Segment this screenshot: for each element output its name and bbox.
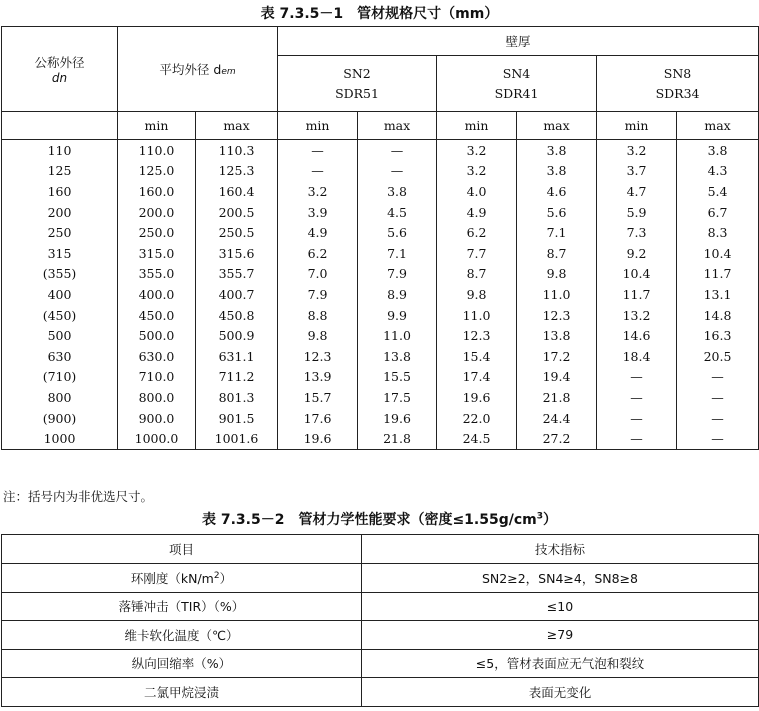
nominal-diameter-cell: 1000: [2, 428, 118, 449]
table-row: [2, 621, 759, 650]
max-header: max: [358, 112, 437, 140]
table-row: [2, 264, 759, 285]
value-cell: 19.6: [278, 428, 358, 449]
value-cell: 11.0: [358, 325, 437, 346]
value-cell: 355.7: [196, 264, 278, 285]
value-cell: 17.6: [278, 408, 358, 429]
value-cell: —: [358, 161, 437, 182]
max-header: max: [196, 112, 278, 140]
value-cell: 3.2: [437, 161, 517, 182]
value-cell: 11.0: [437, 305, 517, 326]
value-cell: 17.2: [517, 346, 597, 367]
spec-cell: SN2≥2，SN4≥4，SN8≥8: [362, 564, 759, 593]
value-cell: 4.9: [437, 202, 517, 223]
value-cell: 15.5: [358, 367, 437, 388]
value-cell: 110.3: [196, 140, 278, 161]
nominal-diameter-cell: 500: [2, 325, 118, 346]
sn2-header: SN2 SDR51: [278, 56, 437, 112]
table-row: [2, 222, 759, 243]
value-cell: 11.0: [517, 284, 597, 305]
value-cell: 8.7: [517, 243, 597, 264]
nominal-diameter-cell: 200: [2, 202, 118, 223]
value-cell: 6.2: [278, 243, 358, 264]
value-cell: 5.9: [597, 202, 677, 223]
value-cell: 4.0: [437, 181, 517, 202]
nominal-diameter-cell: 160: [2, 181, 118, 202]
value-cell: 14.6: [597, 325, 677, 346]
value-cell: 5.4: [677, 181, 759, 202]
value-cell: 18.4: [597, 346, 677, 367]
nominal-diameter-cell: 125: [2, 161, 118, 182]
item-cell: 维卡软化温度（℃）: [2, 621, 362, 650]
value-cell: 15.7: [278, 387, 358, 408]
table-row: [2, 346, 759, 367]
table1-note: 注：括号内为非优选尺寸。: [3, 489, 154, 504]
min-header: min: [118, 112, 196, 140]
value-cell: 711.2: [196, 367, 278, 388]
value-cell: 9.2: [597, 243, 677, 264]
nominal-diameter-cell: 250: [2, 222, 118, 243]
sn4-header: SN4 SDR41: [437, 56, 597, 112]
blank-header-cell: [2, 112, 118, 140]
table-row: [2, 428, 759, 449]
nominal-diameter-cell: (710): [2, 367, 118, 388]
max-header: max: [677, 112, 759, 140]
value-cell: 27.2: [517, 428, 597, 449]
min-header: min: [437, 112, 517, 140]
table-row: [2, 243, 759, 264]
value-cell: 3.2: [437, 140, 517, 161]
table-row: [2, 284, 759, 305]
value-cell: 7.1: [517, 222, 597, 243]
spec-cell: 表面无变化: [362, 678, 759, 707]
item-header: 项目: [2, 535, 362, 564]
nominal-diameter-header: 公称外径 dn: [2, 27, 118, 112]
value-cell: 8.7: [437, 264, 517, 285]
value-cell: 315.6: [196, 243, 278, 264]
value-cell: 4.6: [517, 181, 597, 202]
value-cell: 125.3: [196, 161, 278, 182]
value-cell: 630.0: [118, 346, 196, 367]
table-row: [2, 592, 759, 621]
table2-title: 表 7.3.5－2 管材力学性能要求（密度$\le 1.55g/cm^3$）: [201, 511, 558, 528]
value-cell: 901.5: [196, 408, 278, 429]
value-cell: 7.3: [597, 222, 677, 243]
value-cell: 9.8: [517, 264, 597, 285]
value-cell: 12.3: [437, 325, 517, 346]
value-cell: 17.5: [358, 387, 437, 408]
value-cell: 19.4: [517, 367, 597, 388]
min-header: min: [278, 112, 358, 140]
value-cell: 800.0: [118, 387, 196, 408]
value-cell: 8.9: [358, 284, 437, 305]
value-cell: 5.6: [517, 202, 597, 223]
value-cell: —: [597, 408, 677, 429]
value-cell: 3.2: [278, 181, 358, 202]
sn8-header: SN8 SDR34: [597, 56, 759, 112]
table-row: [2, 325, 759, 346]
value-cell: 250.5: [196, 222, 278, 243]
table-row: [2, 181, 759, 202]
value-cell: —: [278, 161, 358, 182]
table-row: [2, 564, 759, 593]
value-cell: 14.8: [677, 305, 759, 326]
value-cell: —: [677, 367, 759, 388]
value-cell: 22.0: [437, 408, 517, 429]
value-cell: 16.3: [677, 325, 759, 346]
table-row: [2, 140, 759, 161]
value-cell: 13.1: [677, 284, 759, 305]
value-cell: 400.7: [196, 284, 278, 305]
value-cell: 19.6: [437, 387, 517, 408]
table-row: [2, 408, 759, 429]
value-cell: 3.2: [597, 140, 677, 161]
value-cell: 10.4: [677, 243, 759, 264]
value-cell: 125.0: [118, 161, 196, 182]
value-cell: 6.2: [437, 222, 517, 243]
value-cell: 9.8: [278, 325, 358, 346]
value-cell: 6.7: [677, 202, 759, 223]
item-cell: 落锤冲击（TIR）（%）: [2, 592, 362, 621]
item-cell: 纵向回缩率（%）: [2, 649, 362, 678]
value-cell: 12.3: [517, 305, 597, 326]
value-cell: 710.0: [118, 367, 196, 388]
value-cell: 3.8: [677, 140, 759, 161]
value-cell: 1001.6: [196, 428, 278, 449]
value-cell: —: [597, 387, 677, 408]
value-cell: 7.9: [358, 264, 437, 285]
value-cell: 450.8: [196, 305, 278, 326]
value-cell: 160.0: [118, 181, 196, 202]
value-cell: 21.8: [517, 387, 597, 408]
value-cell: 21.8: [358, 428, 437, 449]
value-cell: 9.9: [358, 305, 437, 326]
table-row: [2, 202, 759, 223]
nominal-diameter-cell: 400: [2, 284, 118, 305]
value-cell: 13.8: [517, 325, 597, 346]
mean-diameter-header: 平均外径 dem: [118, 27, 278, 112]
value-cell: 8.3: [677, 222, 759, 243]
value-cell: 4.5: [358, 202, 437, 223]
value-cell: 7.7: [437, 243, 517, 264]
value-cell: —: [677, 387, 759, 408]
value-cell: 900.0: [118, 408, 196, 429]
value-cell: 13.8: [358, 346, 437, 367]
nominal-diameter-cell: 630: [2, 346, 118, 367]
nominal-diameter-cell: (450): [2, 305, 118, 326]
value-cell: 13.2: [597, 305, 677, 326]
value-cell: 355.0: [118, 264, 196, 285]
value-cell: 9.8: [437, 284, 517, 305]
value-cell: 24.4: [517, 408, 597, 429]
value-cell: 200.0: [118, 202, 196, 223]
table1-title: 表 7.3.5－1 管材规格尺寸（mm）: [260, 6, 499, 22]
value-cell: 24.5: [437, 428, 517, 449]
value-cell: —: [677, 408, 759, 429]
nominal-diameter-cell: 800: [2, 387, 118, 408]
value-cell: 10.4: [597, 264, 677, 285]
value-cell: 200.5: [196, 202, 278, 223]
value-cell: 3.7: [597, 161, 677, 182]
value-cell: —: [597, 367, 677, 388]
nominal-diameter-cell: 110: [2, 140, 118, 161]
value-cell: 3.8: [358, 181, 437, 202]
value-cell: 450.0: [118, 305, 196, 326]
value-cell: 500.9: [196, 325, 278, 346]
value-cell: 4.3: [677, 161, 759, 182]
min-header: min: [597, 112, 677, 140]
max-header: max: [517, 112, 597, 140]
item-cell: 环刚度$(kN/m^2)$: [2, 564, 362, 593]
table-row: [2, 649, 759, 678]
value-cell: 11.7: [597, 284, 677, 305]
value-cell: 110.0: [118, 140, 196, 161]
item-cell: 二氯甲烷浸渍: [2, 678, 362, 707]
value-cell: —: [597, 428, 677, 449]
value-cell: —: [677, 428, 759, 449]
value-cell: 7.1: [358, 243, 437, 264]
table-row: [2, 678, 759, 707]
value-cell: 315.0: [118, 243, 196, 264]
table-row: [2, 161, 759, 182]
nominal-diameter-cell: 315: [2, 243, 118, 264]
wall-thickness-header: 壁厚: [278, 27, 759, 56]
value-cell: 7.0: [278, 264, 358, 285]
value-cell: —: [358, 140, 437, 161]
table-row: [2, 387, 759, 408]
value-cell: 19.6: [358, 408, 437, 429]
value-cell: 4.7: [597, 181, 677, 202]
value-cell: 15.4: [437, 346, 517, 367]
value-cell: 400.0: [118, 284, 196, 305]
value-cell: 8.8: [278, 305, 358, 326]
spec-header: 技术指标: [362, 535, 759, 564]
table-row: [2, 367, 759, 388]
value-cell: 801.3: [196, 387, 278, 408]
value-cell: 3.8: [517, 161, 597, 182]
value-cell: 631.1: [196, 346, 278, 367]
value-cell: 500.0: [118, 325, 196, 346]
value-cell: 12.3: [278, 346, 358, 367]
value-cell: 4.9: [278, 222, 358, 243]
value-cell: 11.7: [677, 264, 759, 285]
value-cell: 5.6: [358, 222, 437, 243]
value-cell: 17.4: [437, 367, 517, 388]
mechanical-properties-table: [1, 534, 759, 707]
value-cell: 13.9: [278, 367, 358, 388]
value-cell: 1000.0: [118, 428, 196, 449]
nominal-diameter-cell: (355): [2, 264, 118, 285]
spec-cell: ≥79: [362, 621, 759, 650]
value-cell: 7.9: [278, 284, 358, 305]
spec-cell: ≤5，管材表面应无气泡和裂纹: [362, 649, 759, 678]
table-row: [2, 305, 759, 326]
value-cell: 250.0: [118, 222, 196, 243]
value-cell: 20.5: [677, 346, 759, 367]
value-cell: —: [278, 140, 358, 161]
pipe-dimension-table: [1, 26, 759, 450]
value-cell: 3.8: [517, 140, 597, 161]
value-cell: 3.9: [278, 202, 358, 223]
value-cell: 160.4: [196, 181, 278, 202]
nominal-diameter-cell: (900): [2, 408, 118, 429]
spec-cell: ≤10: [362, 592, 759, 621]
